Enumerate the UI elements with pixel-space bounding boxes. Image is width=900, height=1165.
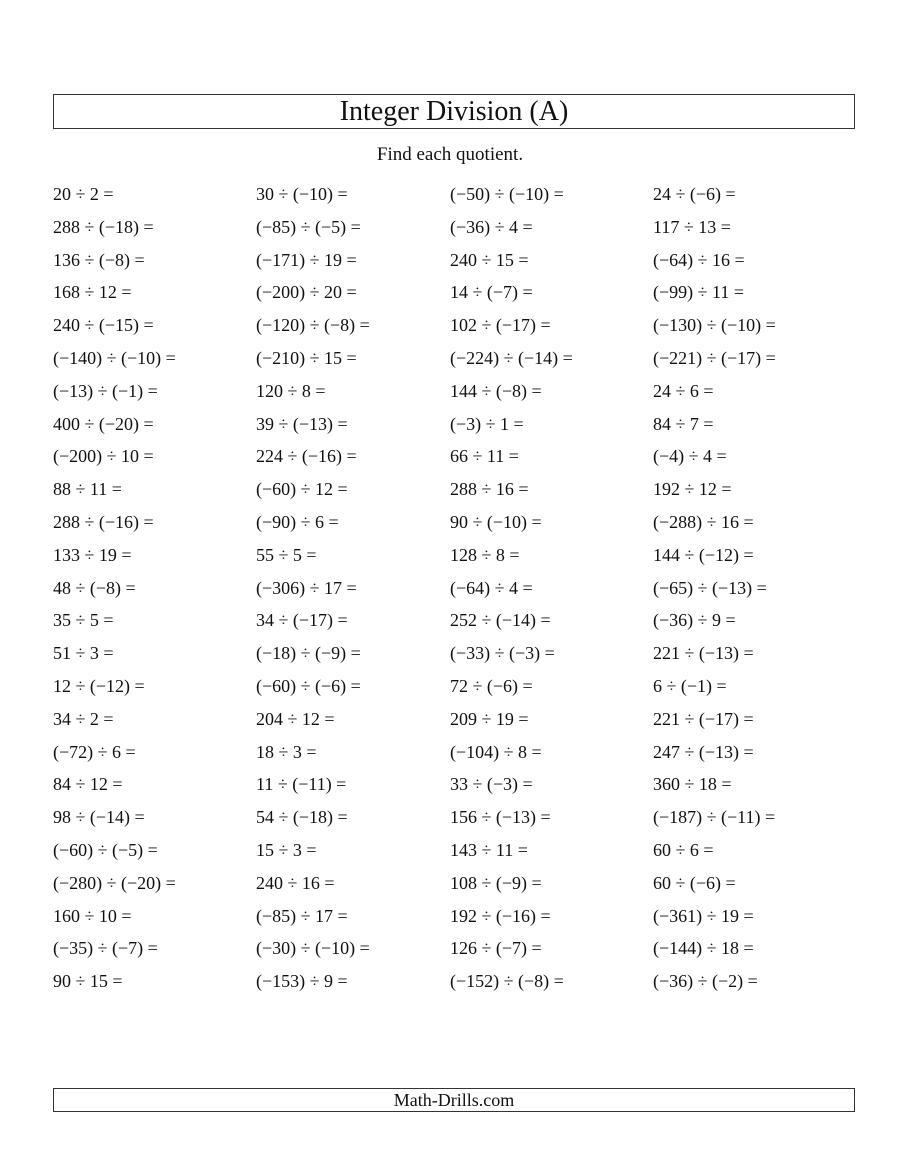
division-problem: 88 ÷ 11 = bbox=[53, 479, 122, 500]
problem-grid bbox=[53, 178, 855, 998]
division-problem: (−50) ÷ (−10) = bbox=[450, 184, 564, 204]
division-problem: 128 ÷ 8 = bbox=[450, 544, 520, 565]
division-problem: (−200) ÷ 20 = bbox=[256, 282, 357, 303]
division-problem: (−200) ÷ 10 = bbox=[53, 446, 154, 467]
division-problem: 90 ÷ 15 = bbox=[53, 971, 123, 992]
division-problem: (−90) ÷ 6 = bbox=[256, 511, 339, 532]
division-problem: (−85) ÷ 17 = bbox=[256, 905, 348, 926]
division-problem: 98 ÷ (−14) = bbox=[53, 807, 145, 828]
division-problem: (−361) ÷ 19 = bbox=[653, 905, 754, 926]
division-problem: 51 ÷ 3 = bbox=[53, 643, 114, 664]
division-problem: (−65) ÷ (−13) = bbox=[653, 577, 767, 598]
division-problem: 126 ÷ (−7) = bbox=[450, 938, 542, 959]
division-problem: 240 ÷ (−15) = bbox=[53, 315, 154, 336]
division-problem: (−85) ÷ (−5) = bbox=[256, 216, 361, 237]
division-problem: (−18) ÷ (−9) = bbox=[256, 643, 361, 664]
division-problem: (−60) ÷ 12 = bbox=[256, 479, 348, 500]
division-problem: 14 ÷ (−7) = bbox=[450, 282, 533, 303]
division-problem: 360 ÷ 18 = bbox=[653, 774, 732, 795]
division-problem: 192 ÷ 12 = bbox=[653, 479, 732, 500]
division-problem: 84 ÷ 7 = bbox=[653, 413, 714, 434]
division-problem: (−60) ÷ (−5) = bbox=[53, 839, 158, 860]
worksheet-title: Integer Division (A) bbox=[53, 94, 855, 129]
division-problem: 90 ÷ (−10) = bbox=[450, 511, 542, 532]
division-problem: 252 ÷ (−14) = bbox=[450, 610, 551, 631]
division-problem: (−140) ÷ (−10) = bbox=[53, 347, 176, 368]
division-problem: 18 ÷ 3 = bbox=[256, 741, 317, 762]
division-problem: 224 ÷ (−16) = bbox=[256, 446, 357, 467]
division-problem: 221 ÷ (−13) = bbox=[653, 643, 754, 664]
division-problem: 209 ÷ 19 = bbox=[450, 708, 529, 729]
division-problem: 221 ÷ (−17) = bbox=[653, 708, 754, 729]
division-problem: 133 ÷ 19 = bbox=[53, 544, 132, 565]
division-problem: 55 ÷ 5 = bbox=[256, 544, 317, 565]
division-problem: 30 ÷ (−10) = bbox=[256, 184, 348, 204]
division-problem: 48 ÷ (−8) = bbox=[53, 577, 136, 598]
division-problem: 39 ÷ (−13) = bbox=[256, 413, 348, 434]
division-problem: 34 ÷ (−17) = bbox=[256, 610, 348, 631]
division-problem: (−35) ÷ (−7) = bbox=[53, 938, 158, 959]
division-problem: (−153) ÷ 9 = bbox=[256, 971, 348, 992]
instructions: Find each quotient. bbox=[376, 144, 524, 165]
footer-credit: Math-Drills.com bbox=[53, 1088, 855, 1112]
division-problem: (−104) ÷ 8 = bbox=[450, 741, 542, 762]
division-problem: (−36) ÷ 4 = bbox=[450, 216, 533, 237]
division-problem: (−221) ÷ (−17) = bbox=[653, 347, 776, 368]
division-problem: 24 ÷ (−6) = bbox=[653, 184, 736, 204]
division-problem: 20 ÷ 2 = bbox=[53, 184, 114, 204]
division-problem: 24 ÷ 6 = bbox=[653, 380, 714, 401]
division-problem: (−33) ÷ (−3) = bbox=[450, 643, 555, 664]
division-problem: (−130) ÷ (−10) = bbox=[653, 315, 776, 336]
division-problem: 192 ÷ (−16) = bbox=[450, 905, 551, 926]
division-problem: 400 ÷ (−20) = bbox=[53, 413, 154, 434]
division-problem: 288 ÷ 16 = bbox=[450, 479, 529, 500]
division-problem: (−120) ÷ (−8) = bbox=[256, 315, 370, 336]
division-problem: (−64) ÷ 4 = bbox=[450, 577, 533, 598]
division-problem: 120 ÷ 8 = bbox=[256, 380, 326, 401]
division-problem: 144 ÷ (−8) = bbox=[450, 380, 542, 401]
division-problem: (−144) ÷ 18 = bbox=[653, 938, 754, 959]
division-problem: 288 ÷ (−16) = bbox=[53, 511, 154, 532]
division-problem: 12 ÷ (−12) = bbox=[53, 675, 145, 696]
division-problem: 144 ÷ (−12) = bbox=[653, 544, 754, 565]
division-problem: 34 ÷ 2 = bbox=[53, 708, 114, 729]
division-problem: (−152) ÷ (−8) = bbox=[450, 971, 564, 992]
division-problem: 84 ÷ 12 = bbox=[53, 774, 123, 795]
division-problem: (−288) ÷ 16 = bbox=[653, 511, 754, 532]
division-problem: (−210) ÷ 15 = bbox=[256, 347, 357, 368]
division-problem: 72 ÷ (−6) = bbox=[450, 675, 533, 696]
division-problem: 143 ÷ 11 = bbox=[450, 839, 528, 860]
division-problem: (−3) ÷ 1 = bbox=[450, 413, 524, 434]
division-problem: 136 ÷ (−8) = bbox=[53, 249, 145, 270]
division-problem: 117 ÷ 13 = bbox=[653, 216, 731, 237]
division-problem: 54 ÷ (−18) = bbox=[256, 807, 348, 828]
division-problem: (−224) ÷ (−14) = bbox=[450, 347, 573, 368]
division-problem: 288 ÷ (−18) = bbox=[53, 216, 154, 237]
division-problem: 102 ÷ (−17) = bbox=[450, 315, 551, 336]
division-problem: 60 ÷ (−6) = bbox=[653, 872, 736, 893]
division-problem: 60 ÷ 6 = bbox=[653, 839, 714, 860]
division-problem: (−4) ÷ 4 = bbox=[653, 446, 727, 467]
division-problem: (−13) ÷ (−1) = bbox=[53, 380, 158, 401]
division-problem: 168 ÷ 12 = bbox=[53, 282, 132, 303]
division-problem: (−99) ÷ 11 = bbox=[653, 282, 745, 303]
division-problem: 156 ÷ (−13) = bbox=[450, 807, 551, 828]
division-problem: (−36) ÷ 9 = bbox=[653, 610, 736, 631]
division-problem: 240 ÷ 16 = bbox=[256, 872, 335, 893]
division-problem: 6 ÷ (−1) = bbox=[653, 675, 727, 696]
division-problem: (−36) ÷ (−2) = bbox=[653, 971, 758, 992]
division-problem: 240 ÷ 15 = bbox=[450, 249, 529, 270]
division-problem: 35 ÷ 5 = bbox=[53, 610, 114, 631]
division-problem: 204 ÷ 12 = bbox=[256, 708, 335, 729]
division-problem: 11 ÷ (−11) = bbox=[256, 774, 347, 795]
division-problem: (−60) ÷ (−6) = bbox=[256, 675, 361, 696]
division-problem: 15 ÷ 3 = bbox=[256, 839, 317, 860]
division-problem: (−187) ÷ (−11) = bbox=[653, 807, 776, 828]
division-problem: 108 ÷ (−9) = bbox=[450, 872, 542, 893]
division-problem: (−171) ÷ 19 = bbox=[256, 249, 357, 270]
division-problem: (−306) ÷ 17 = bbox=[256, 577, 357, 598]
division-problem: 66 ÷ 11 = bbox=[450, 446, 519, 467]
division-problem: (−280) ÷ (−20) = bbox=[53, 872, 176, 893]
division-problem: (−72) ÷ 6 = bbox=[53, 741, 136, 762]
division-problem: 247 ÷ (−13) = bbox=[653, 741, 754, 762]
division-problem: (−64) ÷ 16 = bbox=[653, 249, 745, 270]
division-problem: (−30) ÷ (−10) = bbox=[256, 938, 370, 959]
division-problem: 160 ÷ 10 = bbox=[53, 905, 132, 926]
division-problem: 33 ÷ (−3) = bbox=[450, 774, 533, 795]
